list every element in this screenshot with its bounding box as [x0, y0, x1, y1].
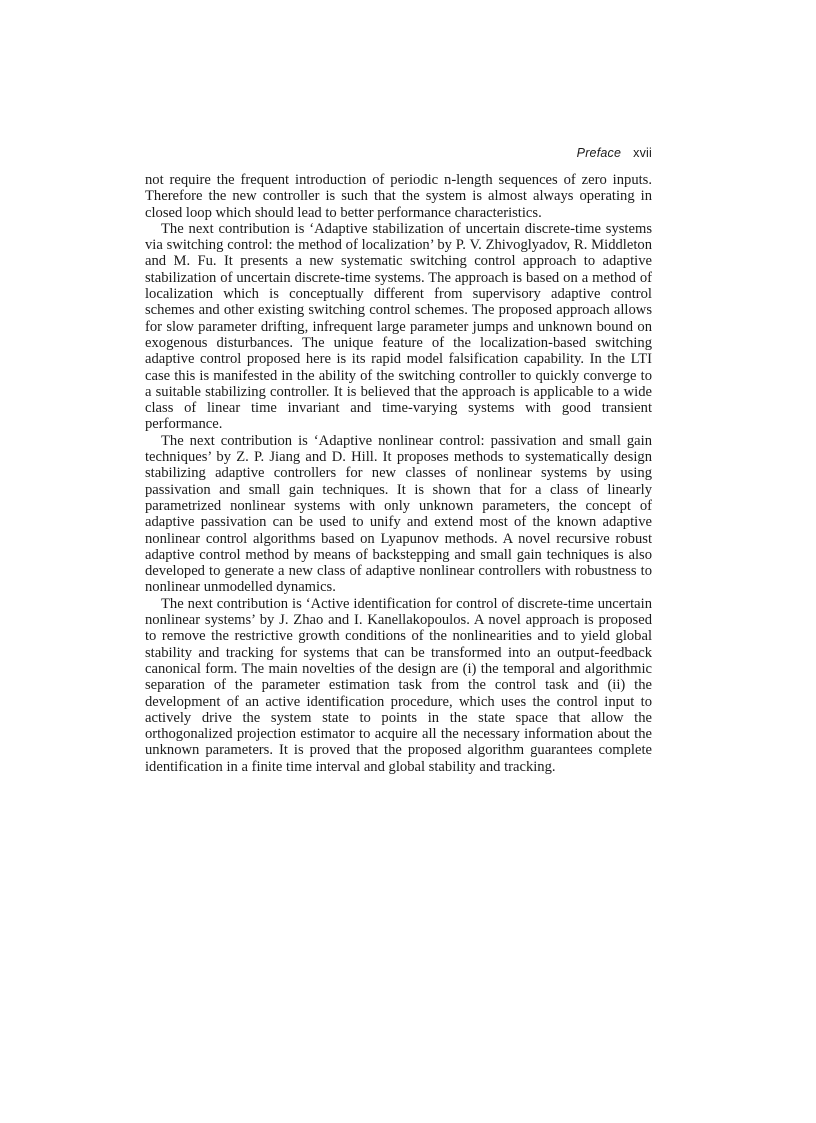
- paragraph-continuation: not require the frequent introduction of periodic n-length sequences of zero inputs. Therefore the new controller is such that the system is almost always operating in closed loop which should lead to better performance characteristics.: [145, 172, 652, 221]
- paragraph-switching-control: The next contribution is ‘Adaptive stabilization of uncertain discrete-time systems via switching control: the method of localization’ by P. V. Zhivoglyadov, R. Middleton and M. Fu. It presents a new systematic switching control approach to adaptive stabilization of uncertain discrete-time systems. The approach is based on a method of localization which is conceptually different from supervisory adaptive control schemes and other existing switching control schemes. The proposed approach allows for slow parameter drifting, infrequent large parameter jumps and unknown bound on exogenous disturbances. The unique feature of the localization-based switching adaptive control proposed here is its rapid model falsification capability. In the LTI case this is manifested in the ability of the switching controller to quickly converge to a suitable stabilizing controller. It is believed that the approach is applicable to a wide class of linear time invariant and time-varying systems with good transient performance.: [145, 220, 652, 433]
- paragraph-active-identification: The next contribution is ‘Active identification for control of discrete-time uncertain nonlinear systems’ by J. Zhao and I. Kanellakopoulos. A novel approach is proposed to remove the restrictive growth conditions of the nonlinearities and to yield global stability and tracking for systems that can be transformed into an output-feedback canonical form. The main novelties of the design are (i) the temporal and algorithmic separation of the parameter estimation task from the control task and (ii) the development of an active identification procedure, which uses the control input to actively drive the system state to points in the state space that allow the orthogonalized projection estimator to acquire all the necessary information about the unknown parameters. It is proved that the proposed algorithm guarantees complete identification in a finite time interval and global stability and tracking.: [145, 595, 652, 775]
- section-title: Preface: [576, 146, 622, 160]
- paragraph-adaptive-nonlinear: The next contribution is ‘Adaptive nonlinear control: passivation and small gain techniques’ by Z. P. Jiang and D. Hill. It proposes methods to systematically design stabilizing adaptive controllers for new classes of nonlinear systems by using passivation and small gain techniques. It is shown that for a class of linearly parametrized nonlinear systems with only unknown parameters, the concept of adaptive passivation can be used to unify and extend most of the known adaptive nonlinear control algorithms based on Lyapunov methods. A novel recursive robust adaptive control method by means of backstepping and small gain techniques is also developed to generate a new class of adaptive nonlinear controllers with robustness to nonlinear unmodelled dynamics.: [145, 432, 652, 596]
- running-head: [577, 146, 652, 160]
- body-text: [145, 172, 652, 775]
- page-number: xvii: [633, 146, 652, 160]
